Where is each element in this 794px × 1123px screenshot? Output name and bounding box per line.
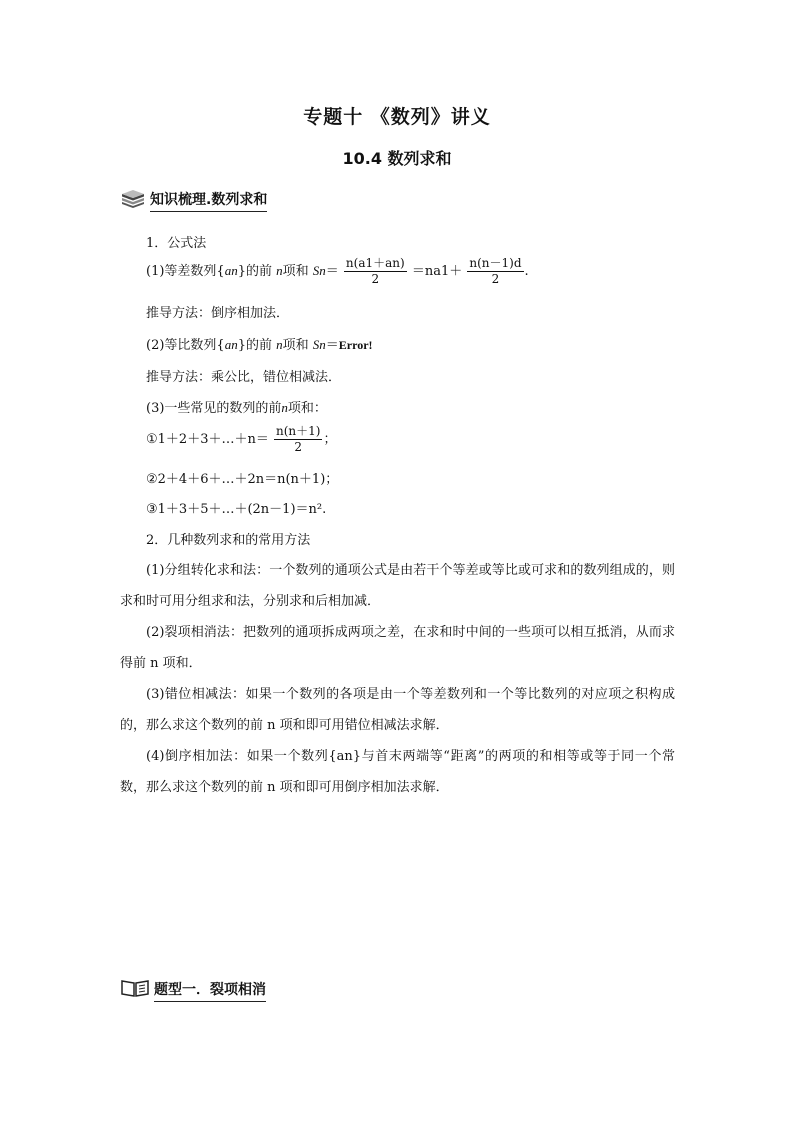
derive-method-2: 推导方法：乘公比，错位相减法． <box>146 370 342 385</box>
page-subtitle: 10.4 数列求和 <box>342 149 452 168</box>
method-paragraph-2: (2)裂项相消法：把数列的通项拆成两项之差，在求和时中间的一些项可以相互抵消，从而求得前 n 项和． <box>120 625 675 671</box>
geometric-sum-formula: (2)等比数列{an}的前 n项和 Sn＝Error! <box>146 337 373 353</box>
books-icon <box>120 188 146 212</box>
sum-formula-1: ①1＋2＋3＋…＋n＝ $\frac{n(n+1)}{2}$ ； <box>146 424 337 454</box>
formula-heading: 1．公式法 <box>146 236 207 251</box>
open-book-icon <box>120 978 150 1002</box>
sum-formula-2: ②2＋4＋6＋…＋2n＝n(n＋1)； <box>146 472 339 487</box>
section-heading-text: 题型一．裂项相消 <box>154 979 266 1002</box>
section-heading-text: 知识梳理.数列求和 <box>150 189 267 212</box>
fraction-arith-1: $\frac{n(a1+an)}{2}$ <box>345 256 405 286</box>
method-paragraph-4: (4)倒序相加法：如果一个数列{an}与首末两端等“距离”的两项的和相等或等于同一个常数，那么求这个数列的前 n 项和即可用倒序相加法求解． <box>120 749 675 795</box>
common-sums-heading: (3)一些常见的数列的前n项和： <box>146 400 327 416</box>
fraction-arith-2: $\frac{n(n-1)d}{2}$ <box>469 256 522 286</box>
error-text: Error! <box>338 338 373 352</box>
method-paragraph-3: (3)错位相减法：如果一个数列的各项是由一个等差数列和一个等比数列的对应项之积构成的，那么求这个数列的前 n 项和即可用错位相减法求解． <box>120 687 675 733</box>
page-title: 专题十 《数列》讲义 <box>303 106 491 128</box>
methods-heading: 2．几种数列求和的常用方法 <box>146 533 311 548</box>
arithmetic-sum-formula: (1)等差数列{an}的前 n项和 Sn＝ $\frac{n(a1+an)}{2}$ ＝na1＋ $\frac{n(n-1)d}{2}$ . <box>146 256 529 286</box>
sum-formula-3: ③1＋3＋5＋…＋(2n－1)＝n². <box>146 502 327 517</box>
derive-method-1: 推导方法：倒序相加法． <box>146 306 290 321</box>
section-heading-type-one <box>120 978 266 1002</box>
method-paragraph-1: (1)分组转化求和法：一个数列的通项公式是由若干个等差或等比或可求和的数列组成的，则求和时可用分组求和法，分别求和后相加减． <box>120 563 675 609</box>
section-heading-knowledge <box>120 188 267 212</box>
fraction-sum-1: $\frac{n(n+1)}{2}$ <box>275 424 321 454</box>
